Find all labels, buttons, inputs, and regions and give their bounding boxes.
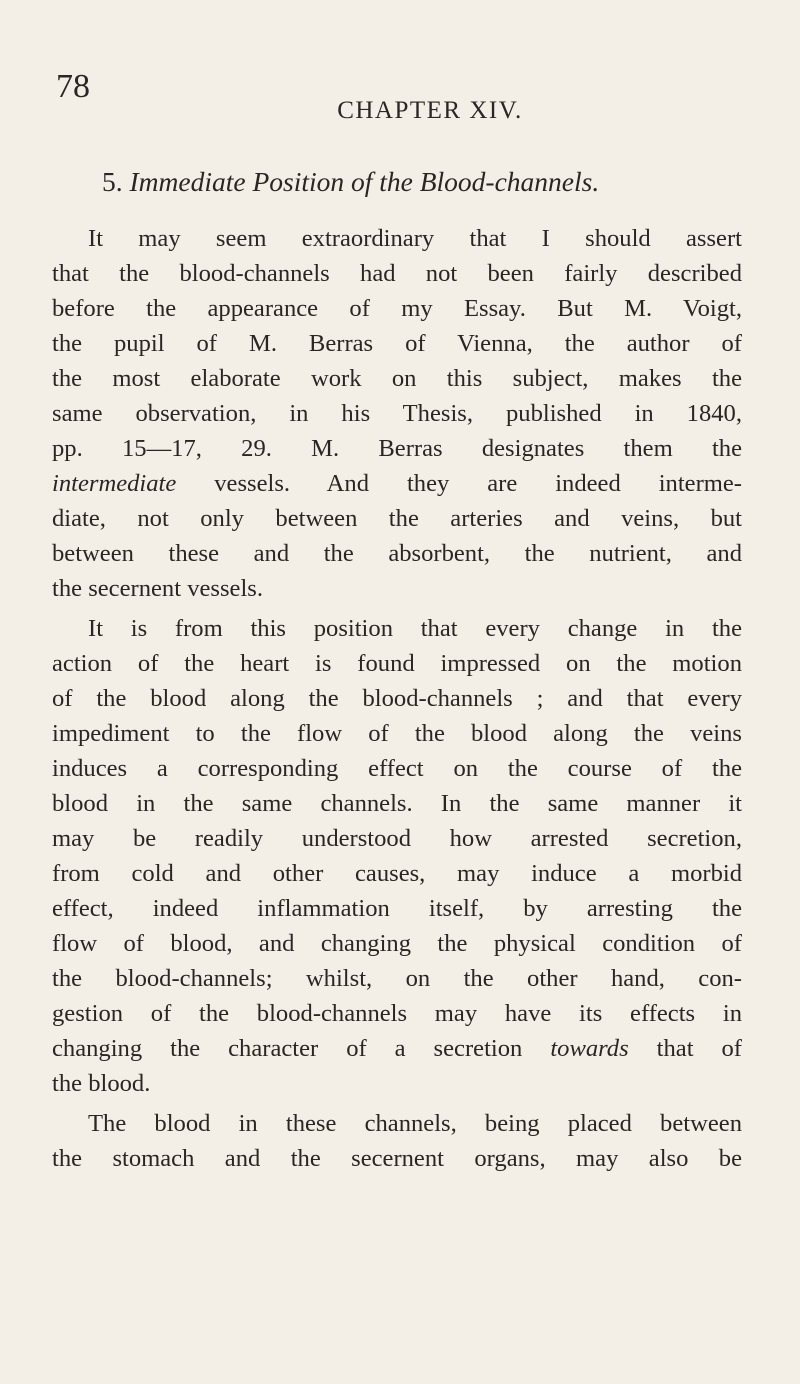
text-line: pp. 15—17, 29. M. Berras designates them the [52, 435, 742, 462]
text-line: the secernent vessels. [52, 575, 264, 602]
text-line: blood in the same channels. In the same manner it [52, 790, 742, 817]
text-line: diate, not only between the arteries and veins, but [52, 505, 742, 532]
page-number: 78 [56, 68, 90, 105]
text-line: It is from this position that every change in the [88, 615, 742, 642]
text-line: from cold and other causes, may induce a morbid [52, 860, 742, 887]
text-span: changing the character of a secretion [52, 1035, 551, 1062]
text-span: vessels. And they are indeed interme- [176, 470, 742, 497]
text-line: It may seem extraordinary that I should assert [88, 225, 742, 252]
text-line: between these and the absorbent, the nutrient, and [52, 540, 742, 567]
text-line: may be readily understood how arrested secretion, [52, 825, 742, 852]
text-line [52, 1037, 742, 1062]
text-line: before the appearance of my Essay. But M. Voigt, [52, 295, 742, 322]
text-line: impediment to the flow of the blood along the veins [52, 720, 742, 747]
text-line: of the blood along the blood-channels ; and that every [52, 685, 742, 712]
italic-term: towards [550, 1035, 629, 1062]
text-line: The blood in these channels, being placed between [88, 1110, 742, 1137]
text-line: that the blood-channels had not been fairly described [52, 260, 742, 287]
section-number: 5. [102, 166, 123, 197]
text-line: the blood. [52, 1070, 151, 1097]
text-line: the pupil of M. Berras of Vienna, the author of [52, 330, 742, 357]
text-line: induces a corresponding effect on the course of the [52, 755, 742, 782]
text-line: action of the heart is found impressed on the motion [52, 650, 742, 677]
text-line: same observation, in his Thesis, published in 1840, [52, 400, 742, 427]
section-title: Immediate Position of the Blood-channels. [129, 166, 600, 197]
text-line: flow of blood, and changing the physical condition of [52, 930, 742, 957]
text-line: the stomach and the secernent organs, may also be [52, 1145, 742, 1172]
running-head: CHAPTER XIV. [337, 97, 523, 124]
text-span: that of [628, 1035, 742, 1062]
text-line: the blood-channels; whilst, on the other hand, con- [52, 965, 742, 992]
text-line: gestion of the blood-channels may have its effects in [52, 1000, 742, 1027]
text-line: the most elaborate work on this subject, makes the [52, 365, 742, 392]
section-heading [102, 168, 599, 196]
text-line [52, 472, 742, 497]
text-line: effect, indeed inflammation itself, by arresting the [52, 895, 742, 922]
italic-term: intermediate [52, 470, 177, 497]
